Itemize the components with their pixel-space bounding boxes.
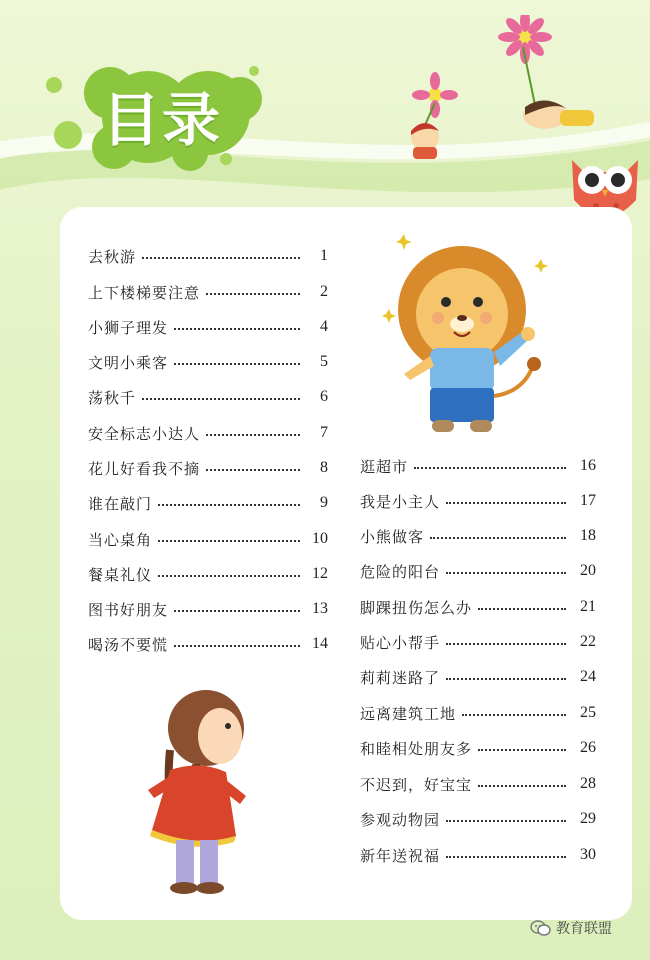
- toc-entry[interactable]: [360, 842, 596, 868]
- leader-dots: [174, 645, 300, 647]
- leader-dots: [142, 257, 300, 259]
- toc-entry[interactable]: [88, 314, 328, 340]
- toc-entry[interactable]: [88, 455, 328, 481]
- toc-entry-page: 21: [580, 598, 596, 615]
- toc-entry-label: 莉莉迷路了: [360, 668, 441, 687]
- toc-entry-label: 当心桌角: [88, 530, 153, 549]
- flower-kids-illustration: [395, 15, 595, 160]
- toc-entry-page: 10: [312, 530, 328, 547]
- toc-entry-label: 谁在敲门: [88, 494, 153, 513]
- leader-dots: [206, 469, 300, 471]
- toc-entry-page: 16: [580, 457, 596, 474]
- leader-dots: [174, 610, 300, 612]
- title-badge: [40, 55, 270, 175]
- toc-entry-page: 17: [580, 492, 596, 509]
- toc-entry-page: 8: [320, 459, 328, 476]
- toc-entry-label: 花儿好看我不摘: [88, 459, 201, 478]
- toc-entry-label: 小熊做客: [360, 527, 425, 546]
- toc-entry[interactable]: [360, 664, 596, 690]
- toc-entry-page: 9: [320, 494, 328, 511]
- leader-dots: [414, 467, 566, 469]
- toc-entry-page: 25: [580, 704, 596, 721]
- toc-entry-page: 18: [580, 527, 596, 544]
- girl-illustration: [140, 680, 260, 905]
- leader-dots: [478, 785, 566, 787]
- toc-entry-label: 远离建筑工地: [360, 704, 457, 723]
- toc-entry[interactable]: [88, 384, 328, 410]
- toc-entry[interactable]: [360, 594, 596, 620]
- toc-entry-page: 13: [312, 600, 328, 617]
- toc-entry-label: 喝汤不要慌: [88, 635, 169, 654]
- toc-entry[interactable]: [88, 349, 328, 375]
- toc-entry[interactable]: [88, 490, 328, 516]
- toc-entry[interactable]: [360, 558, 596, 584]
- toc-entry-page: 22: [580, 633, 596, 650]
- toc-entry-page: 4: [320, 318, 328, 335]
- toc-entry[interactable]: [88, 561, 328, 587]
- leader-dots: [206, 434, 300, 436]
- toc-entry-page: 26: [580, 739, 596, 756]
- toc-entry-page: 28: [580, 775, 596, 792]
- leader-dots: [478, 608, 566, 610]
- toc-entry-page: 5: [320, 353, 328, 370]
- toc-entry-page: 29: [580, 810, 596, 827]
- leader-dots: [462, 714, 566, 716]
- leader-dots: [174, 328, 300, 330]
- leader-dots: [206, 293, 300, 295]
- toc-entry-label: 小狮子理发: [88, 318, 169, 337]
- toc-entry[interactable]: [88, 279, 328, 305]
- leader-dots: [158, 575, 300, 577]
- leader-dots: [446, 643, 566, 645]
- toc-entry-label: 逛超市: [360, 457, 409, 476]
- toc-entry[interactable]: [360, 735, 596, 761]
- toc-entry-label: 去秋游: [88, 247, 137, 266]
- leader-dots: [158, 540, 300, 542]
- leader-dots: [478, 749, 566, 751]
- wechat-icon: [530, 919, 552, 937]
- toc-entry-page: 6: [320, 388, 328, 405]
- toc-entry-label: 图书好朋友: [88, 600, 169, 619]
- toc-entry[interactable]: [360, 806, 596, 832]
- toc-entry-label: 文明小乘客: [88, 353, 169, 372]
- toc-entry-label: 荡秋千: [88, 388, 137, 407]
- lion-illustration: [382, 232, 552, 442]
- leader-dots: [446, 572, 566, 574]
- toc-entry-page: 14: [312, 635, 328, 652]
- leader-dots: [446, 678, 566, 680]
- toc-entry-label: 参观动物园: [360, 810, 441, 829]
- toc-entry-label: 新年送祝福: [360, 846, 441, 865]
- toc-entry-page: 1: [320, 247, 328, 264]
- toc-entry-label: 贴心小帮手: [360, 633, 441, 652]
- toc-entry[interactable]: [360, 771, 596, 797]
- toc-entry-page: 20: [580, 562, 596, 579]
- watermark: [530, 918, 612, 938]
- toc-entry-page: 2: [320, 283, 328, 300]
- toc-entry-page: 7: [320, 424, 328, 441]
- page-title: 目录: [102, 86, 223, 154]
- toc-entry-page: 24: [580, 668, 596, 685]
- leader-dots: [430, 537, 566, 539]
- leader-dots: [142, 398, 300, 400]
- leader-dots: [446, 502, 566, 504]
- toc-entry[interactable]: [88, 243, 328, 269]
- toc-entry[interactable]: [88, 420, 328, 446]
- toc-entry[interactable]: [88, 596, 328, 622]
- leader-dots: [174, 363, 300, 365]
- toc-entry-label: 我是小主人: [360, 492, 441, 511]
- leader-dots: [446, 820, 566, 822]
- toc-entry-label: 上下楼梯要注意: [88, 283, 201, 302]
- toc-entry-page: 12: [312, 565, 328, 582]
- toc-entry-label: 脚踝扭伤怎么办: [360, 598, 473, 617]
- leader-dots: [158, 504, 300, 506]
- toc-entry-page: 30: [580, 846, 596, 863]
- toc-entry-label: 安全标志小达人: [88, 424, 201, 443]
- toc-entry[interactable]: [360, 453, 596, 479]
- toc-entry[interactable]: [88, 631, 328, 657]
- toc-entry-label: 危险的阳台: [360, 562, 441, 581]
- toc-entry[interactable]: [360, 629, 596, 655]
- toc-entry[interactable]: [360, 700, 596, 726]
- toc-entry[interactable]: [360, 488, 596, 514]
- leader-dots: [446, 856, 566, 858]
- toc-entry-label: 餐桌礼仪: [88, 565, 153, 584]
- toc-entry-label: 不迟到，好宝宝: [360, 775, 473, 794]
- watermark-text: 教育联盟: [556, 921, 612, 937]
- toc-entry[interactable]: [88, 526, 328, 552]
- toc-entry-label: 和睦相处朋友多: [360, 739, 473, 758]
- toc-entry[interactable]: [360, 523, 596, 549]
